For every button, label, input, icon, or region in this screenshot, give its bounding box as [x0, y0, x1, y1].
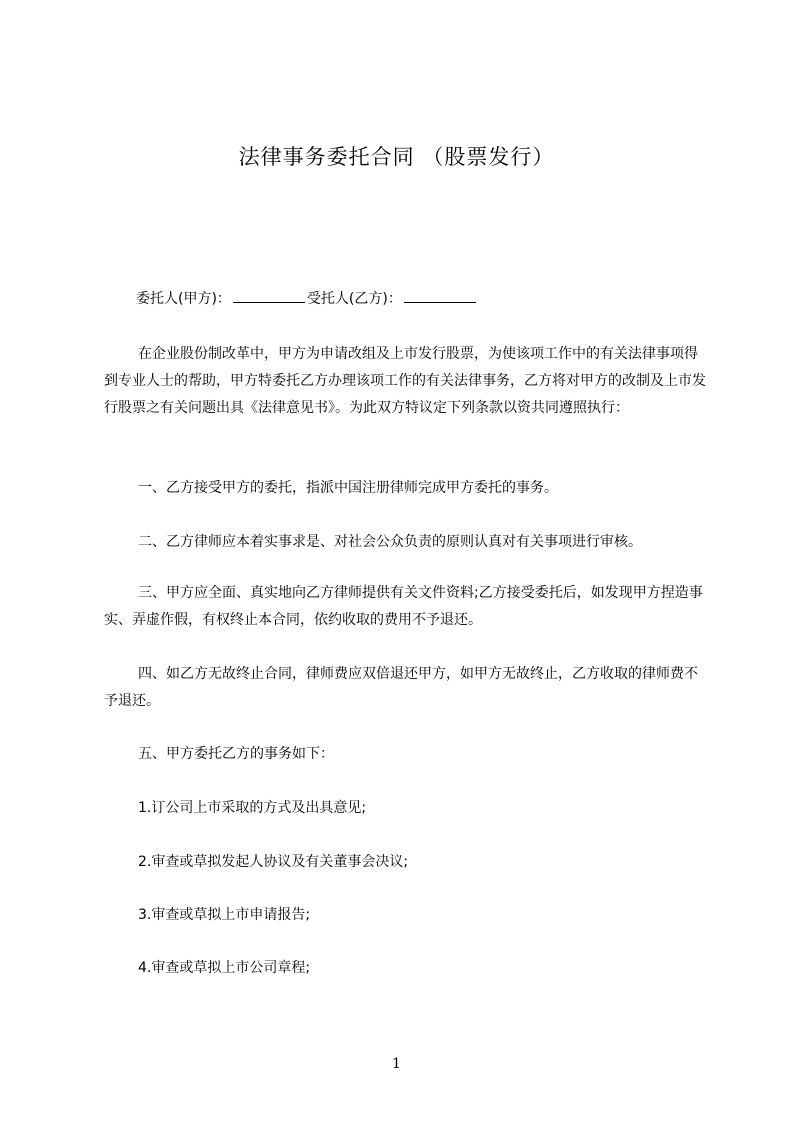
item-2: 2.审查或草拟发起人协议及有关董事会决议;: [138, 854, 409, 870]
client-blank: [233, 288, 305, 303]
clause-1: 一、乙方接受甲方的委托，指派中国注册律师完成甲方委托的事务。: [138, 480, 558, 496]
clause-3: 三、甲方应全面、真实地向乙方律师提供有关文件资料;乙方接受委托后，如发现甲方捏造事实、弄虚作假，有权终止本合同，依约收取的费用不予退还。: [104, 585, 703, 628]
clause-2: 二、乙方律师应本着实事求是、对社会公众负责的原则认真对有关事项进行审核。: [138, 534, 642, 550]
page-number: 1: [392, 1056, 401, 1072]
item-4: 4.审查或草拟上市公司章程;: [138, 960, 311, 976]
document-title: 法律事务委托合同 （股票发行）: [238, 145, 555, 169]
clause-5: 五、甲方委托乙方的事务如下：: [138, 746, 334, 762]
parties-line: [136, 286, 746, 313]
intro-paragraph: 在企业股份制改革中，甲方为申请改组及上市发行股票，为使该项工作中的有关法律事项得到专业人士的帮助，甲方特委托乙方办理该项工作的有关法律事务，乙方将对甲方的改制及上市发行股票之有关问题出具《法律意见书》。为此双方特议定下列条款以资共同遵照执行：: [104, 346, 706, 416]
item-3: 3.审查或草拟上市申请报告;: [138, 907, 311, 923]
clause-4: 四、如乙方无故终止合同，律师费应双倍退还甲方，如甲方无故终止，乙方收取的律师费不予退还。: [104, 666, 698, 709]
item-1: 1.订公司上市采取的方式及出具意见;: [138, 800, 367, 816]
agent-blank: [404, 288, 476, 303]
agent-label: 受托人(乙方)：: [306, 291, 402, 307]
client-label: 委托人(甲方)：: [136, 291, 231, 307]
